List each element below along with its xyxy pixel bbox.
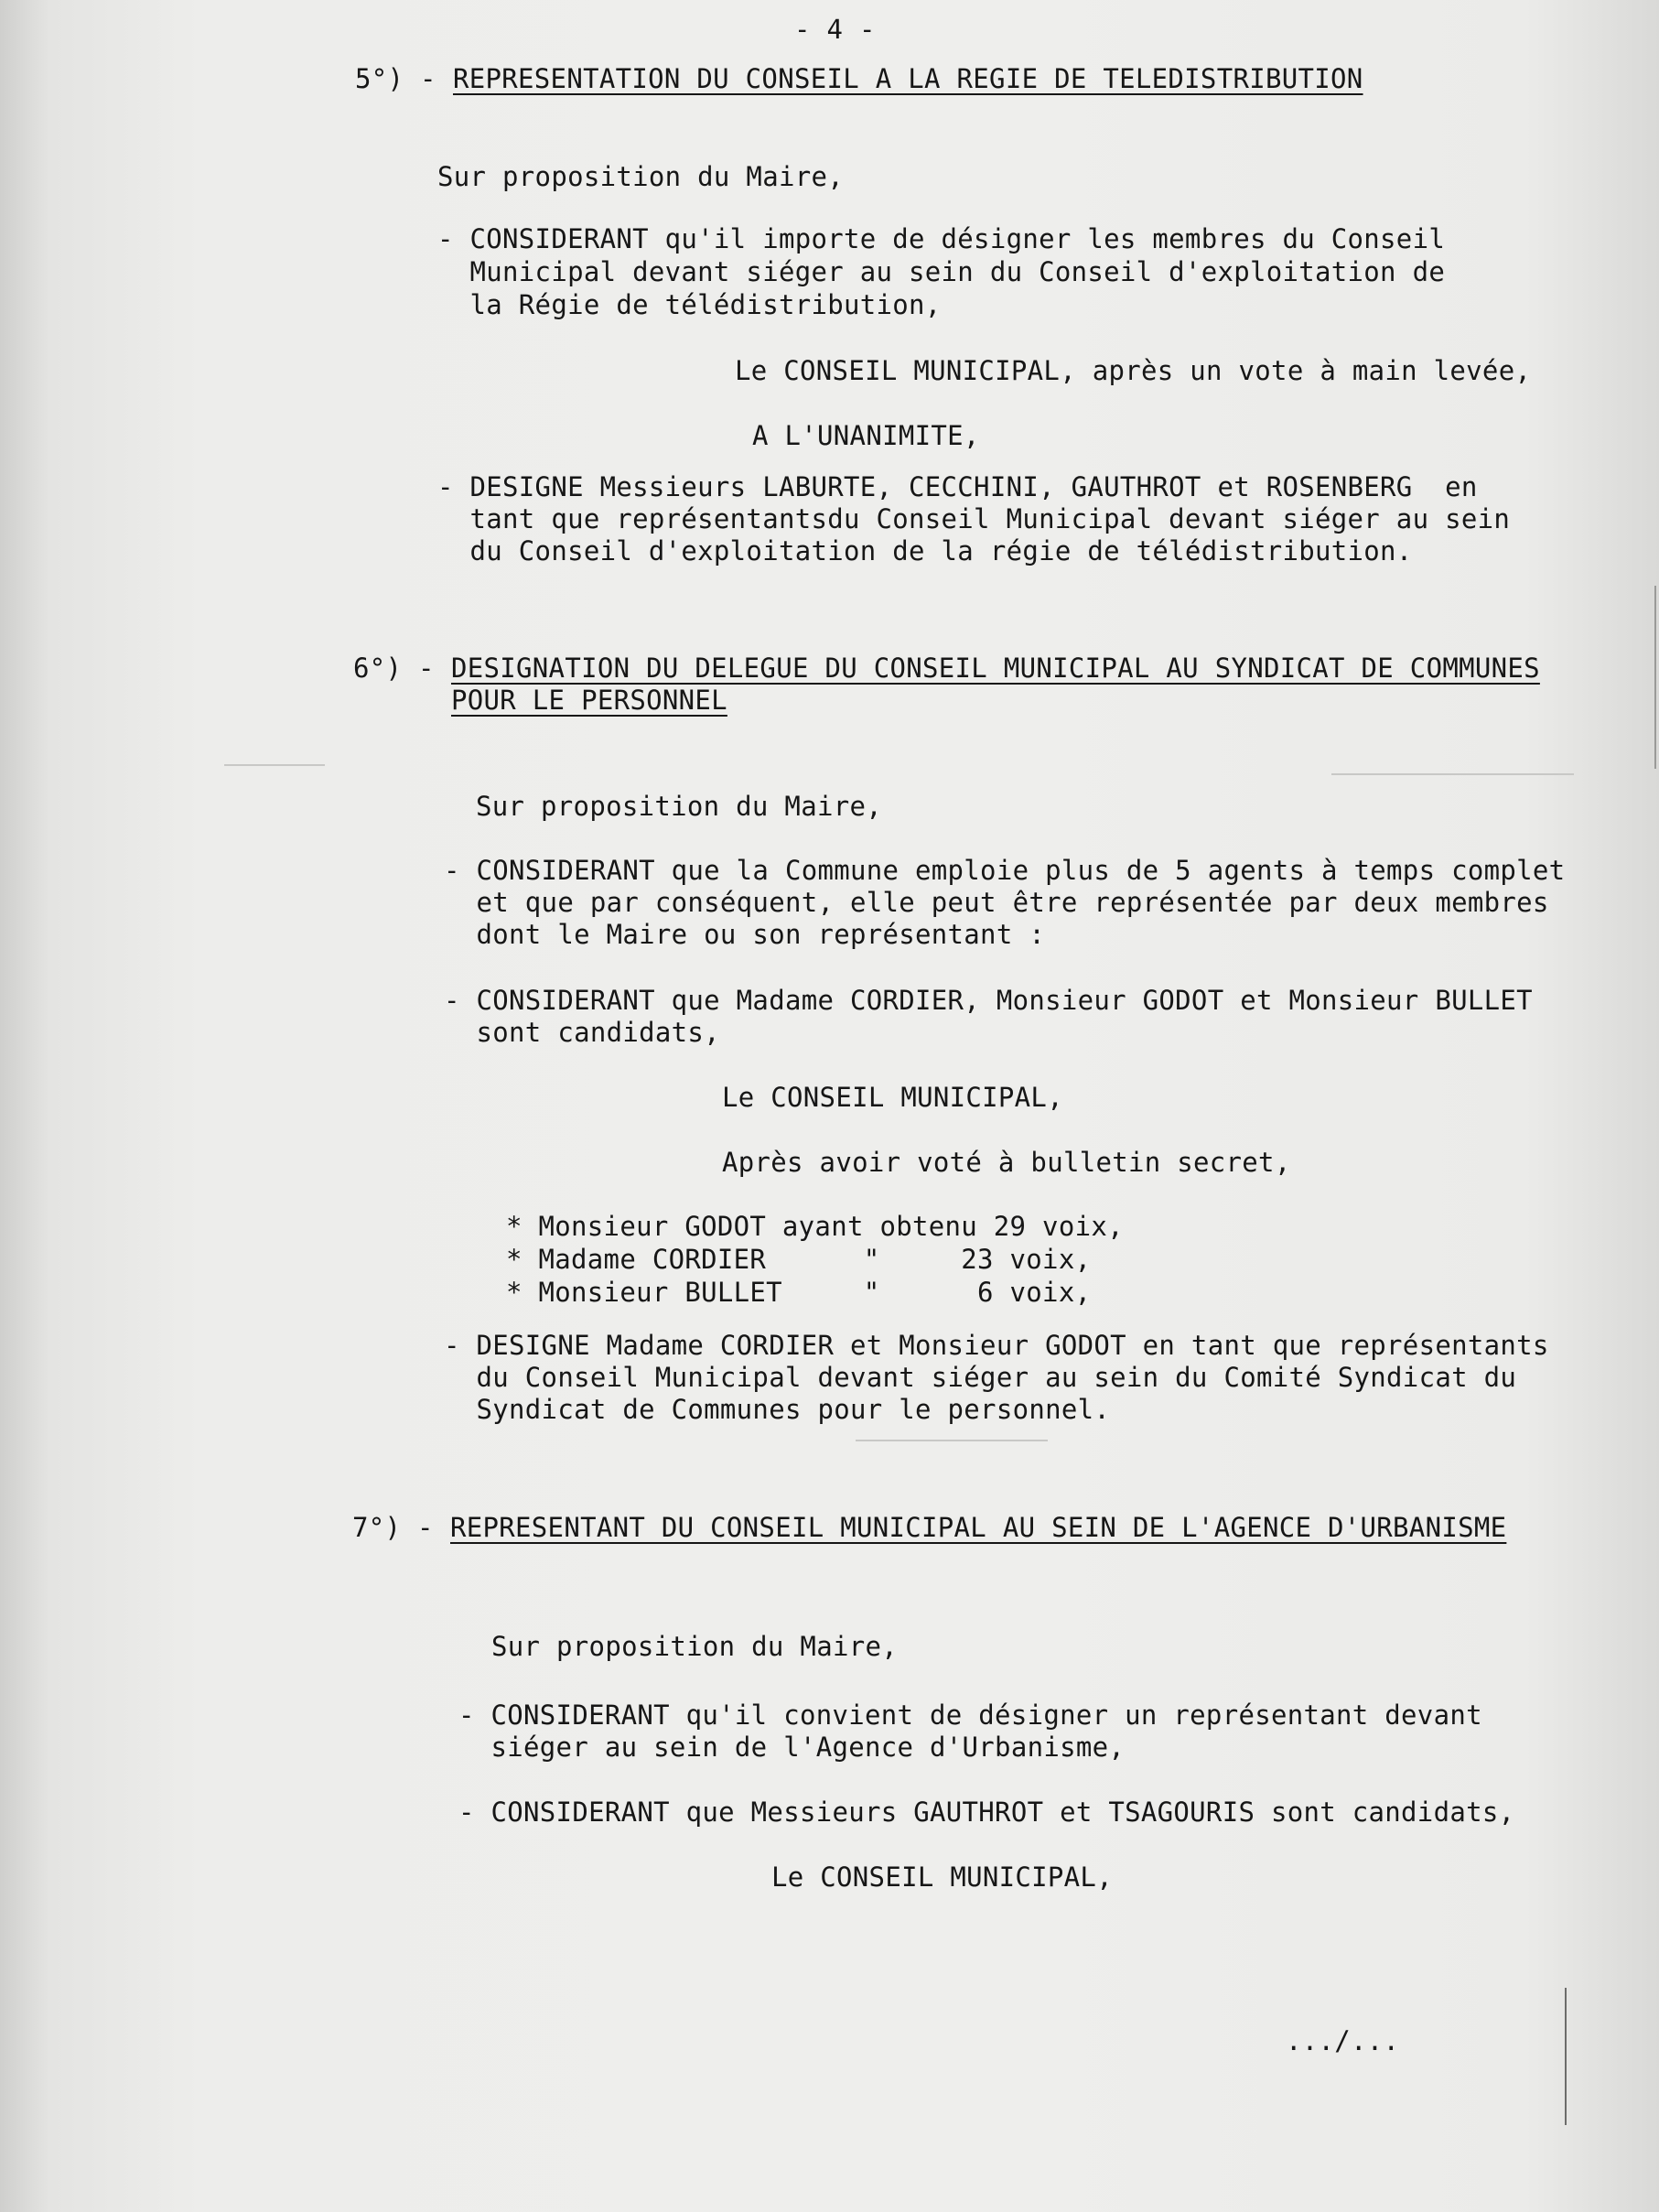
section-6-result-bullet: * Monsieur BULLET " 6 voix, xyxy=(506,1277,1092,1308)
section-6-result-godot: * Monsieur GODOT ayant obtenu 29 voix, xyxy=(506,1211,1124,1242)
section-7-number: 7°) - xyxy=(352,1512,434,1543)
section-5-considerant-line-1: - CONSIDERANT qu'il importe de désigner les membres du Conseil xyxy=(437,223,1446,254)
section-6-intro: Sur proposition du Maire, xyxy=(476,791,882,822)
right-margin-mark xyxy=(1565,1988,1567,2125)
section-6-designe-line-1: - DESIGNE Madame CORDIER et Monsieur GODOT en tant que représentants xyxy=(444,1330,1549,1361)
section-6-considerant2-line-2: sont candidats, xyxy=(444,1017,720,1048)
section-6-vote: Après avoir voté à bulletin secret, xyxy=(722,1147,1291,1178)
section-7-considerant2: - CONSIDERANT que Messieurs GAUTHROT et TSAGOURIS sont candidats, xyxy=(458,1797,1515,1828)
section-6-considerant1-line-2: et que par conséquent, elle peut être représentée par deux membres xyxy=(444,887,1549,918)
section-6-number: 6°) - xyxy=(353,653,435,684)
section-5-unanimity: A L'UNANIMITE, xyxy=(752,420,980,451)
section-7-council: Le CONSEIL MUNICIPAL, xyxy=(771,1861,1113,1893)
bleed-through-rule xyxy=(224,764,325,766)
right-edge-mark xyxy=(1654,586,1656,769)
continuation-marker: .../... xyxy=(1286,2025,1400,2056)
section-5-designe-line-2: tant que représentantsdu Conseil Municipal devant siéger au sein xyxy=(437,503,1511,534)
section-6-title-line-2: POUR LE PERSONNEL xyxy=(451,685,727,716)
section-5-designe-line-1: - DESIGNE Messieurs LABURTE, CECCHINI, GAUTHROT et ROSENBERG en xyxy=(437,471,1478,502)
section-6-considerant1-line-3: dont le Maire ou son représentant : xyxy=(444,919,1046,950)
section-6-result-cordier: * Madame CORDIER " 23 voix, xyxy=(506,1244,1092,1275)
section-6-designe-line-2: du Conseil Municipal devant siéger au sein du Comité Syndicat du xyxy=(444,1362,1517,1393)
section-6-considerant1-line-1: - CONSIDERANT que la Commune emploie plus de 5 agents à temps complet xyxy=(444,855,1566,886)
section-5-council-vote: Le CONSEIL MUNICIPAL, après un vote à main levée, xyxy=(735,355,1532,386)
section-7-considerant1-line-2: siéger au sein de l'Agence d'Urbanisme, xyxy=(458,1732,1126,1763)
section-7-title: REPRESENTANT DU CONSEIL MUNICIPAL AU SEIN DE L'AGENCE D'URBANISME xyxy=(450,1512,1507,1543)
page-number: - 4 - xyxy=(794,14,876,45)
section-5-considerant-line-3: la Régie de télédistribution, xyxy=(437,289,942,320)
section-7-considerant1-line-1: - CONSIDERANT qu'il convient de désigner un représentant devant xyxy=(458,1699,1482,1731)
section-6-considerant2-line-1: - CONSIDERANT que Madame CORDIER, Monsieur GODOT et Monsieur BULLET xyxy=(444,985,1533,1016)
section-5-designe-line-3: du Conseil d'exploitation de la régie de télédistribution. xyxy=(437,535,1413,566)
section-5-considerant-line-2: Municipal devant siéger au sein du Conseil d'exploitation de xyxy=(437,256,1446,287)
section-5-number: 5°) - xyxy=(355,63,436,94)
section-5-intro: Sur proposition du Maire, xyxy=(437,161,844,192)
section-6-council: Le CONSEIL MUNICIPAL, xyxy=(722,1082,1063,1113)
section-6-designe-line-3: Syndicat de Communes pour le personnel. xyxy=(444,1394,1111,1425)
section-7-intro: Sur proposition du Maire, xyxy=(491,1631,898,1662)
bleed-through-rule xyxy=(1331,773,1574,775)
section-5-title: REPRESENTATION DU CONSEIL A LA REGIE DE TELEDISTRIBUTION xyxy=(453,63,1363,94)
bleed-through-rule xyxy=(856,1440,1048,1441)
section-6-title-line-1: DESIGNATION DU DELEGUE DU CONSEIL MUNICIPAL AU SYNDICAT DE COMMUNES xyxy=(451,653,1540,684)
